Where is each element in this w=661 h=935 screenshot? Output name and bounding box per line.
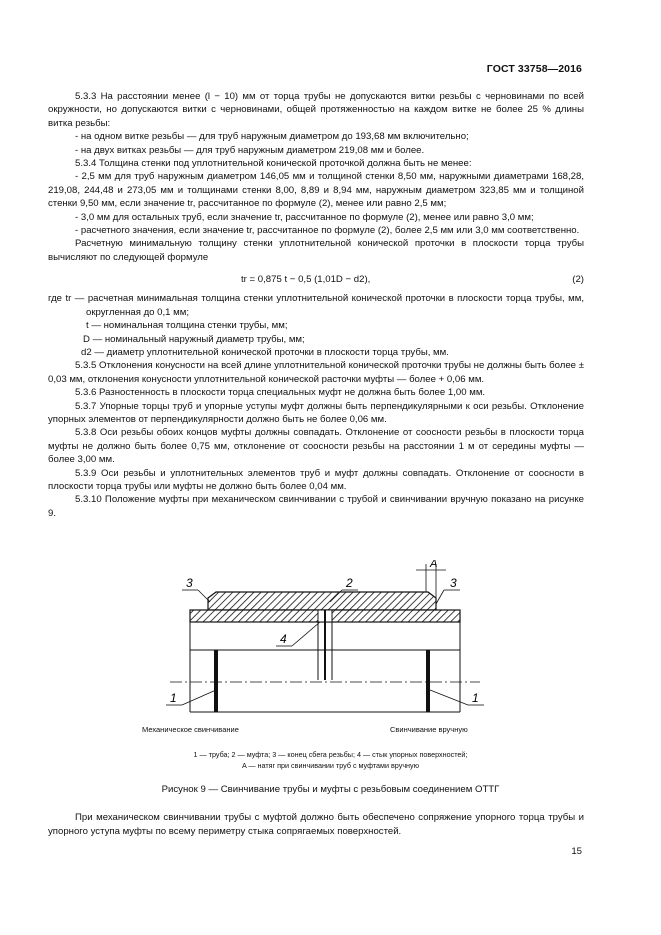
callout-1-left: 1	[170, 691, 177, 705]
where-tr: где tr — расчетная минимальная толщина стенки уплотнительной конической проточки в плоскости торца трубы, мм, округленная до 0,1 мм;	[48, 293, 584, 318]
figure-caption: Рисунок 9 — Свинчивание трубы и муфты с резьбовым соединением ОТТГ	[161, 784, 500, 795]
figure-9-drawing	[130, 560, 530, 740]
figure-legend	[48, 749, 613, 771]
main-text	[48, 90, 584, 520]
standard-header: ГОСТ 33758—2016	[486, 63, 582, 75]
callout-4: 4	[280, 632, 287, 646]
coupling-body	[208, 592, 436, 610]
callout-1-right: 1	[472, 691, 479, 705]
clause-5-3-3-item-a: - на одном витке резьбы — для труб наружным диаметром до 193,68 мм включительно;	[75, 131, 469, 143]
where-t: t — номинальная толщина стенки трубы, мм;	[86, 320, 288, 332]
where-d2: d2 — диаметр уплотнительной конической проточки в плоскости торца трубы, мм.	[81, 346, 449, 358]
callout-3-left: 3	[186, 576, 193, 590]
where-D: D — номинальный наружный диаметр трубы, мм;	[83, 333, 305, 345]
clause-5-3-4-item-a: - 2,5 мм для труб наружным диаметром 146,05 мм и толщиной стенки 8,50 мм, наружными диаметрами 168,28, 219,08, 244,48 и 273,05 мм и толщинами стенки 8,00, 8,89 и 8,94 мм, наружным диаметром 323,85 мм и толщиной стенки 9,50 мм, если значение tr, рассчитанное по формуле (2), менее или равно 2,5 мм;	[48, 171, 584, 210]
legend-line-2: A — натяг при свинчивании труб с муфтами вручную	[241, 761, 420, 770]
clause-5-3-4-item-c: - расчетного значения, если значение tr, рассчитанное по формуле (2), более 2,5 мм или 3,0 мм соответственно.	[75, 225, 580, 237]
clause-5-3-7: 5.3.7 Упорные торцы труб и упорные уступы муфт должны быть перпендикулярными к оси резьбы. Отклонение упорных элементов от перпендикулярности должно быть не более 0,06 мм.	[48, 400, 584, 425]
clause-5-3-3-item-b: - на двух витках резьбы — для труб наружным диаметром 219,08 мм и более.	[75, 144, 425, 156]
callout-3-right: 3	[450, 576, 457, 590]
final-paragraph: При механическом свинчивании трубы с муфтой должно быть обеспечено сопряжение упорного торца трубы и упорного уступа муфты по всему периметру стыка сопрягаемых поверхностей.	[48, 812, 584, 837]
formula-number: (2)	[572, 274, 584, 286]
label-mechanical: Механическое свинчивание	[142, 725, 239, 734]
clause-5-3-6: 5.3.6 Разностенность в плоскости торца специальных муфт не должна быть более 1,00 мм.	[75, 387, 486, 399]
callout-2: 2	[346, 576, 353, 590]
clause-5-3-9: 5.3.9 Оси резьбы и уплотнительных элементов труб и муфт должны совпадать. Отклонение от соосности в плоскости торца трубы или муфты не должно быть более 0,04 мм.	[48, 467, 584, 492]
page-number: 15	[571, 846, 582, 857]
clause-5-3-8: 5.3.8 Оси резьбы обоих концов муфты должны совпадать. Отклонение от соосности резьбы в плоскости торца муфты не должно быть более 0,75 мм, отклонение от соосности резьбы на расстоянии 1 м от середины муфты — более 3,00 мм.	[48, 427, 584, 466]
clause-5-3-5: 5.3.5 Отклонения конусности на всей длине уплотнительной конической проточки трубы не должны быть более ± 0,03 мм, отклонения конусности уплотнительной конической расточки муфты — более + 0,06 мм.	[48, 360, 584, 385]
callout-A: A	[430, 560, 438, 570]
clause-5-3-3: 5.3.3 На расстоянии менее (l − 10) мм от торца трубы не допускаются витки резьбы с черновинами по всей окружности, но допускаются витки с черновинами, общей протяженностью на каждом витке не более 25 % длины витка резьбы:	[48, 91, 584, 129]
calc-intro: Расчетную минимальную толщину стенки уплотнительной конической проточки в плоскости торца трубы вычисляют по следующей формуле	[48, 238, 584, 263]
clause-5-3-4: 5.3.4 Толщина стенки под уплотнительной конической проточкой должна быть не менее:	[75, 158, 472, 170]
label-manual: Свинчивание вручную	[390, 725, 468, 734]
legend-line-1: 1 — труба; 2 — муфта; 3 — конец сбега резьбы; 4 — стык упорных поверхностей;	[193, 750, 468, 759]
clause-5-3-10: 5.3.10 Положение муфты при механическом свинчивании с трубой и свинчивании вручную показано на рисунке 9.	[48, 494, 584, 519]
formula-2	[48, 269, 584, 289]
clause-5-3-4-item-b: - 3,0 мм для остальных труб, если значение tr, рассчитанное по формуле (2), менее или равно 3,0 мм;	[75, 211, 534, 223]
formula-text: tr = 0,875 t − 0,5 (1,01D − d2),	[241, 274, 371, 286]
